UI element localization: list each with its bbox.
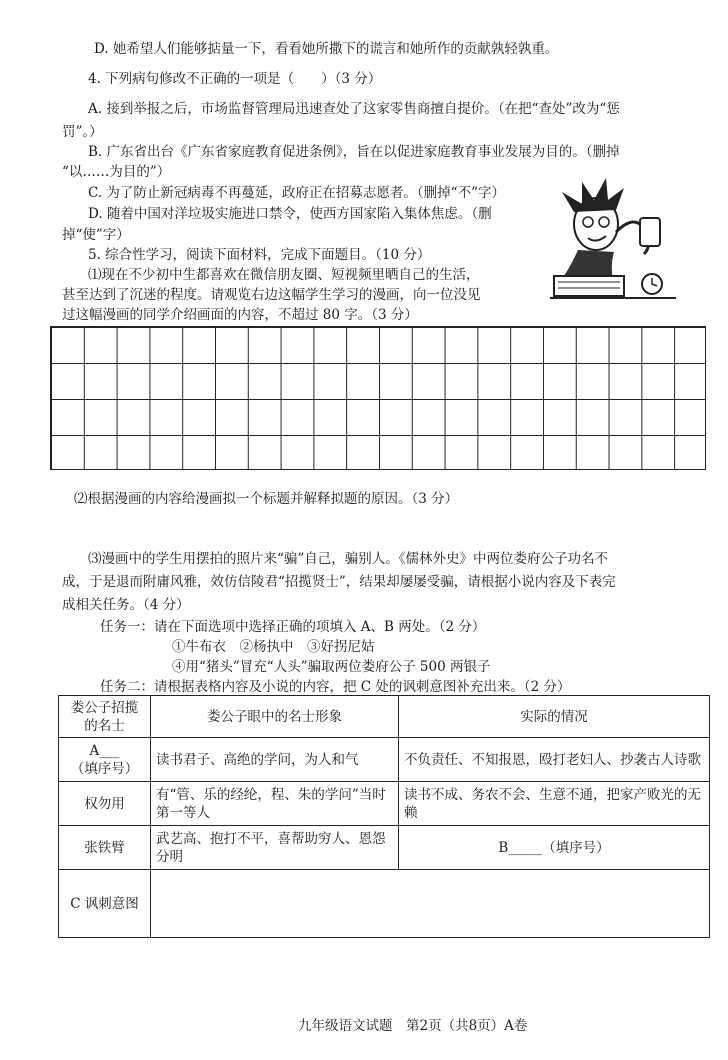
option-d-line2: 掉“使”字） [62,227,130,243]
question-5: 5. 综合性学习，阅读下面材料，完成下面题目。（10 分） [88,247,431,263]
option-d-line1: D. 随着中国对洋垃圾实施进口禁令，使西方国家陷入集体焦虑。（删 [88,206,492,222]
header-1-line2: 的名士 [84,717,125,734]
student-cartoon-image [548,172,680,310]
table-row [59,870,710,938]
header-cell-3: 实际的情况 [399,696,710,738]
writing-grid[interactable] [50,326,706,470]
table-cell: 读书君子、高绝的学问，为人和气 [151,738,399,782]
question-4: 4. 下列病句修改不正确的一项是（ ）（3 分） [88,71,382,87]
part1-line3: 过这幅漫画的同学介绍画面的内容，不超过 80 字。（3 分） [62,307,418,323]
task1-options-1: ①牛布衣 ②杨执中 ③好拐尼姑 [172,639,375,655]
table-header-row [59,696,710,738]
answer-c-cell[interactable] [151,870,710,938]
part2: ⑵根据漫画的内容给漫画拟一个标题并解释拟题的原因。（3 分） [74,491,459,507]
table-cell: C 讽刺意图 [59,870,151,938]
header-cell-2: 娄公子眼中的名士形象 [151,696,399,738]
table-cell: 有“管、乐的经纶，程、朱的学问”当时第一等人 [151,782,399,826]
part1-line1: ⑴现在不少初中生都喜欢在微信朋友圈、短视频里晒自己的生活， [88,267,480,283]
task1-options-2: ④用“猪头”冒充“人头”骗取两位娄府公子 500 两银子 [172,659,491,675]
option-b-line1: B. 广东省出台《广东省家庭教育促进条例》，旨在以促进家庭教育事业发展为目的。（删掉 [88,144,620,160]
part3-line2: 成，于是退而附庸风雅，效仿信陵君“招揽贤士”，结果却屡屡受骗，请根据小说内容及下表完 [62,574,616,590]
header-1-line1: 娄公子招揽 [70,699,139,716]
header-cell-1 [59,696,151,738]
option-d-text: D. 她希望人们能够掂量一下，看看她所撒下的谎言和她所作的贡献孰轻孰重。 [94,41,559,57]
table-row [59,826,710,870]
table-cell: 读书不成、务农不会、生意不通，把家产败光的无赖 [399,782,710,826]
scholar-table [58,695,710,938]
option-a-line2: 罚”。） [62,124,103,140]
answer-b-cell[interactable]: B_____（填序号） [399,826,710,870]
answer-a-cell[interactable] [59,738,151,782]
part3-line1: ⑶漫画中的学生用摆拍的照片来“骗”自己，骗别人。《儒林外史》中两位娄府公子功名不 [88,551,609,567]
answer-a-hint: （填序号） [70,760,139,777]
table-cell: 张铁臂 [59,826,151,870]
table-cell: 权勿用 [59,782,151,826]
answer-a-blank: A___ [89,742,120,759]
table-row [59,782,710,826]
part1-line2: 甚至达到了沉迷的程度。请观览右边这幅学生学习的漫画，向一位没见 [62,287,481,303]
table-cell: 武艺高、抱打不平，喜帮助穷人、恩怨分明 [151,826,399,870]
option-c: C. 为了防止新冠病毒不再蔓延，政府正在招募志愿者。（删掉“不”字） [88,185,505,201]
page-footer: 九年级语文试题 第2页（共8页）A卷 [298,1018,528,1034]
part3-line3: 成相关任务。（4 分） [62,597,190,613]
table-cell: 不负责任、不知报恩，殴打老妇人、抄袭古人诗歌 [399,738,710,782]
option-a-line1: A. 接到举报之后，市场监督管理局迅速查处了这家零售商擅自提价。（在把“查处”改为“惩 [88,101,620,117]
table-row [59,738,710,782]
task1: 任务一：请在下面选项中选择正确的项填入 A、B 两处。（2 分） [100,619,486,635]
task2: 任务二：请根据表格内容及小说的内容，把 C 处的讽刺意图补充出来。（2 分） [100,679,571,695]
option-b-line2: “以……为目的”） [62,164,171,180]
